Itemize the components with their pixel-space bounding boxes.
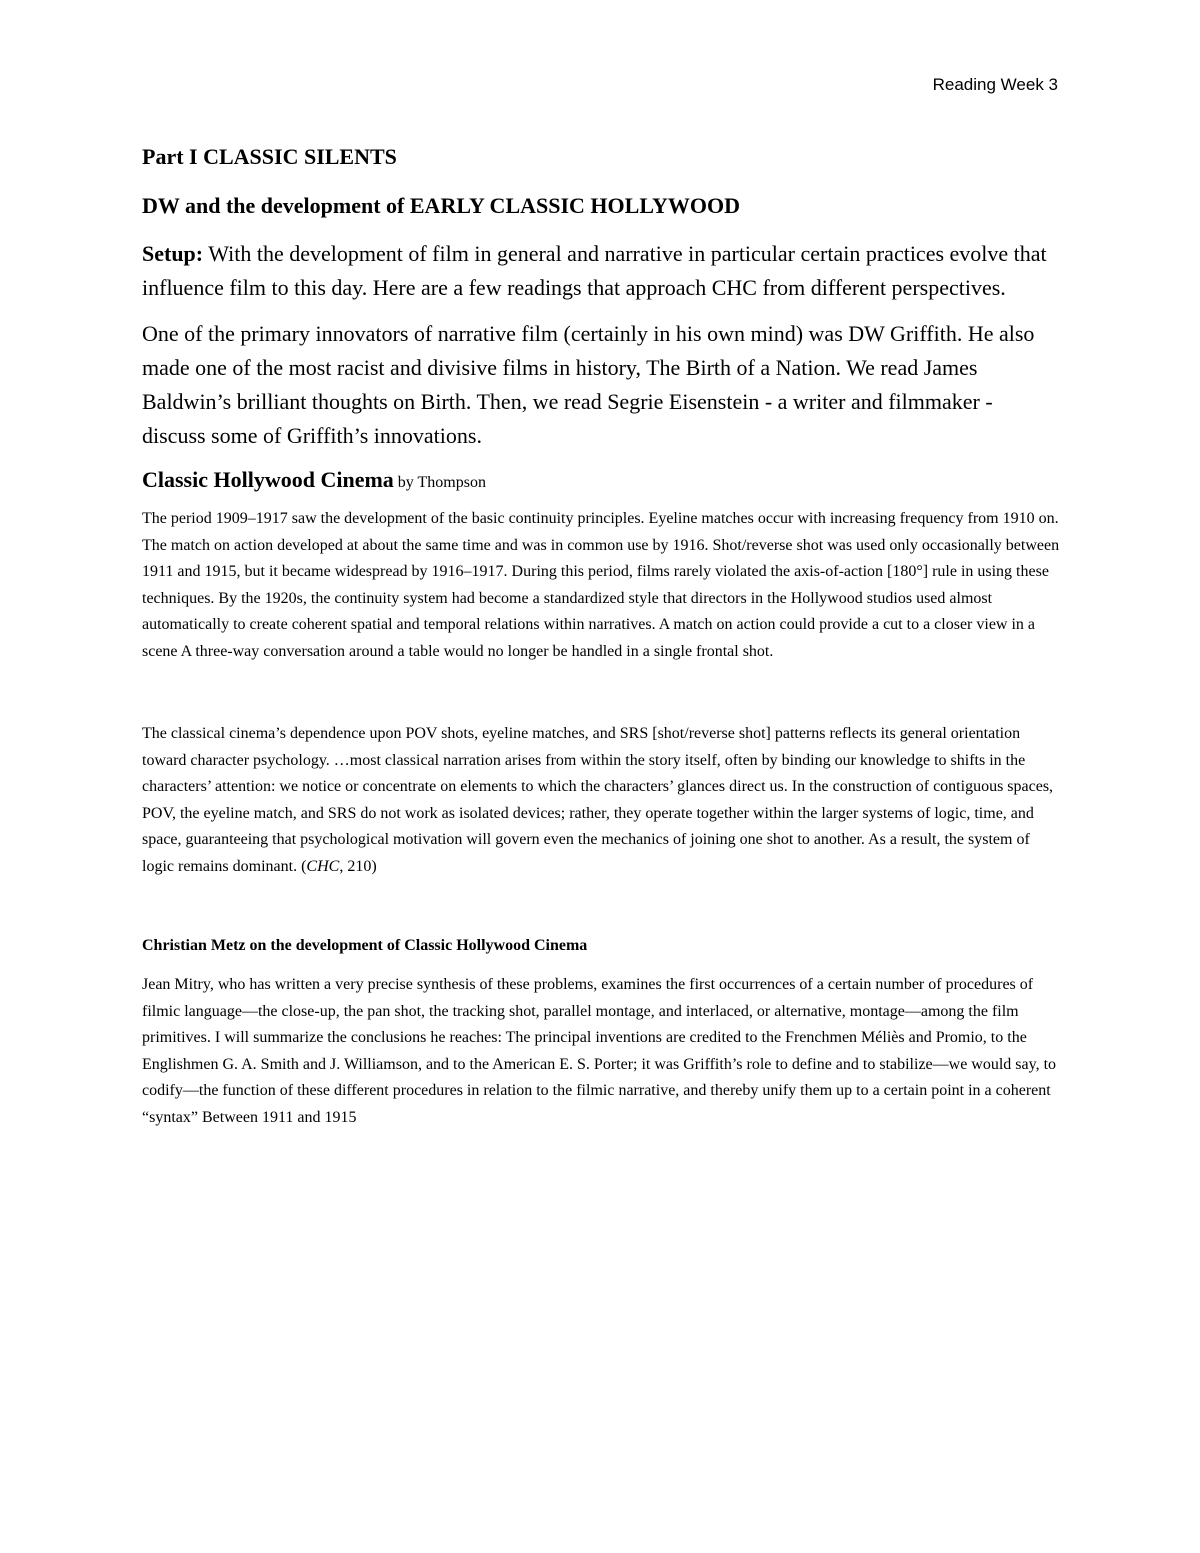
setup-text: With the development of film in general and narrative in particular certain practices evolve that influence film to this day. Here are a few readings that approach CHC from different perspectives. <box>142 241 1047 300</box>
running-header: Reading Week 3 <box>932 75 1058 94</box>
section-heading: DW and the development of EARLY CLASSIC HOLLYWOOD <box>142 193 740 218</box>
classic-hollywood-heading <box>142 463 1060 500</box>
setup-label: Setup: <box>142 241 204 266</box>
part-heading: Part I CLASSIC SILENTS <box>142 144 397 169</box>
page-content <box>142 140 1060 1131</box>
thompson-paragraph-2 <box>142 721 1060 880</box>
metz-heading: Christian Metz on the development of Classic Hollywood Cinema <box>142 937 588 954</box>
thompson-paragraph-1: The period 1909–1917 saw the development of the basic continuity principles. Eyeline matches occur with increasing frequency from 1910 on. The match on action developed at about the same time and was in common use by 1916. Shot/reverse shot was used only occasionally between 1911 and 1915, but it became widespread by 1916–1917. During this period, films rarely violated the axis-of-action [180°] rule in using these techniques. By the 1920s, the continuity system had become a standardized style that directors in the Hollywood studios used almost automatically to create coherent spatial and temporal relations within narratives. A match on action could provide a cut to a closer view in a scene A three-way conversation around a table would no longer be handled in a single frontal shot. <box>142 510 1060 660</box>
citation-page: , 210) <box>339 857 377 875</box>
setup-paragraph <box>142 237 1060 305</box>
metz-paragraph: Jean Mitry, who has written a very precise synthesis of these problems, examines the first occurrences of a certain number of procedures of filmic language—the close-up, the pan shot, the tracking shot, parallel montage, and interlaced, or alternative, montage—among the film primitives. I will summarize the conclusions he reaches: The principal inventions are credited to the Frenchmen Méliès and Promio, to the Englishmen G. A. Smith and J. Williamson, and to the American E. S. Porter; it was Griffith’s role to define and to stabilize—we would say, to codify—the function of these different procedures in relation to the filmic narrative, and thereby unify them up to a certain point in a coherent “syntax” Between 1911 and 1915 <box>142 976 1057 1126</box>
thompson-paragraph-2-text: The classical cinema’s dependence upon POV shots, eyeline matches, and SRS [shot/reverse shot] patterns reflects its general orientation toward character psychology. …most classical narration arises from within the story itself, often by binding our knowledge to shifts in the characters’ attention: we notice or concentrate on elements to which the characters’ glances direct us. In the construction of contiguous spaces, POV, the eyeline match, and SRS do not work as isolated devices; rather, they operate together within the larger systems of logic, time, and space, guaranteeing that psychological motivation will govern even the mechanics of joining one shot to another. As a result, the system of logic remains dominant. ( <box>142 725 1054 875</box>
citation-title: CHC <box>306 857 340 875</box>
classic-hollywood-byline: by Thompson <box>393 474 486 491</box>
classic-hollywood-title: Classic Hollywood Cinema <box>142 467 394 492</box>
intro-paragraph: One of the primary innovators of narrative film (certainly in his own mind) was DW Griffith. He also made one of the most racist and divisive films in history, The Birth of a Nation. We read James Baldwin’s brilliant thoughts on Birth. Then, we read Segrie Eisenstein - a writer and filmmaker - discuss some of Griffith’s innovations. <box>142 321 1035 448</box>
